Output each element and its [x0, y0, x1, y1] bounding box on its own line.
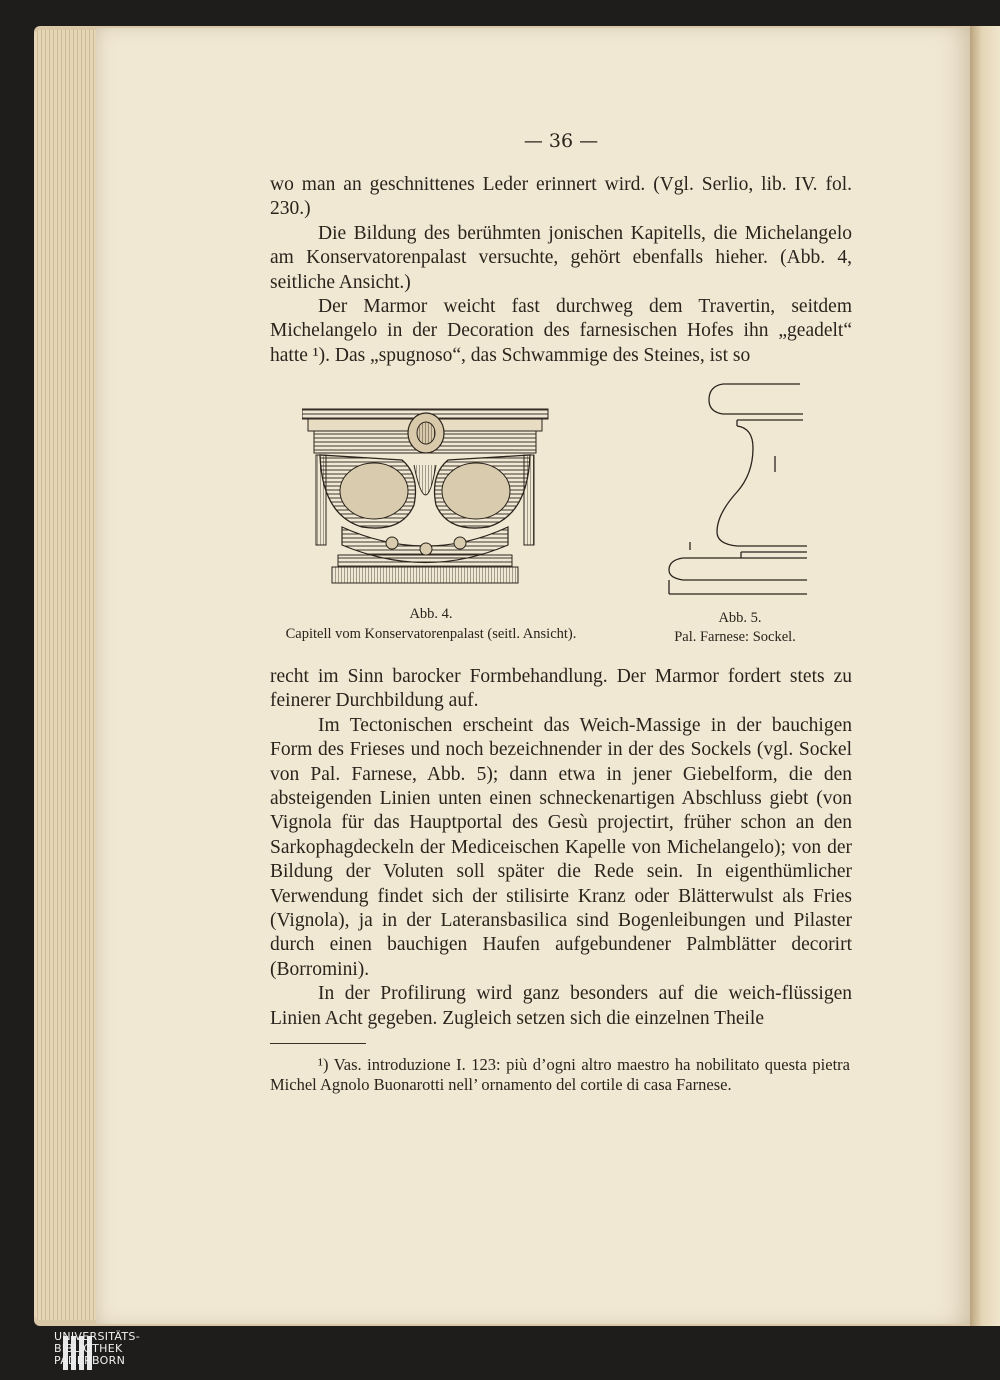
footnote-marker: ¹) [318, 1055, 329, 1074]
library-name [54, 1331, 140, 1367]
figure-4-label: Abb. 4. [409, 606, 453, 622]
page-edges [34, 30, 104, 1320]
body-text-bottom [270, 665, 852, 1031]
capital-engraving [302, 405, 552, 590]
footnote-text: Vas. introduzione I. 123: più d’ogni altro maestro ha nobilitato questa pietra Michel Agnolo Buonarotti nell’ ornamento del cortile di casa Farnese. [270, 1055, 850, 1094]
paragraph: Die Bildung des berühmten jonischen Kapitells, die Michelangelo am Konservatorenpalast versuchte, gehört ebenfalls hieher. (Abb. 4, seitliche Ansicht.) [270, 222, 852, 293]
book-gutter [970, 26, 1000, 1326]
footnote [270, 1055, 850, 1095]
base-profile-drawing [665, 382, 815, 597]
footnote-rule [270, 1043, 366, 1044]
figure-5-label: Abb. 5. [718, 610, 762, 626]
paragraph: Im Tectonischen erscheint das Weich-Massige in der bauchigen Form des Frieses und noch bezeichnender in der des Sockels (vgl. Sockel von Pal. Farnese, Abb. 5); dann etwa in jener Giebelform, die den absteigenden Linien unten einen schneckenartigen Abschluss giebt (von Vignola für das Hauptportal des Gesù projectirt, früher schon an den Sarkophagdeckeln der Mediceischen Kapelle von Michelangelo); von der Bildung der Voluten soll später die Rede sein. In eigenthümlicher Verwendung findet sich der stilisirte Kranz oder Blätterwulst als Fries (Vignola), ja in der Lateransbasilica sind Bogenleibungen und Pilaster durch einen bauchigen Haufen aufgebundener Palmblätter decorirt (Borromini). [270, 714, 852, 980]
body-text-top [270, 173, 852, 368]
figure-5-caption: Pal. Farnese: Sockel. [674, 629, 796, 645]
paragraph: In der Profilirung wird ganz besonders auf die weich-flüssigen Linien Acht gegeben. Zugleich setzen sich die einzelnen Theile [270, 983, 852, 1029]
paragraph: Der Marmor weicht fast durchweg dem Travertin, seitdem Michelangelo in der Decoration des farnesischen Hofes ihn „geadelt“ hatte ¹). Das „spugnoso“, das Schwammige des Steines, ist so [270, 296, 852, 366]
page-number: — 36 — [523, 130, 599, 152]
paragraph: wo man an geschnittenes Leder erinnert wird. (Vgl. Serlio, lib. IV. fol. 230.) [270, 174, 852, 220]
paragraph: recht im Sinn barocker Formbehandlung. Der Marmor fordert stets zu feinerer Durchbildung auf. [270, 666, 852, 712]
library-name-line: BIBLIOTHEK [54, 1342, 123, 1355]
library-name-line: UNIVERSITÄTS- [54, 1330, 140, 1343]
library-name-line: PADERBORN [54, 1354, 126, 1367]
figure-4-caption: Capitell vom Konservatorenpalast (seitl. Ansicht). [285, 626, 577, 642]
